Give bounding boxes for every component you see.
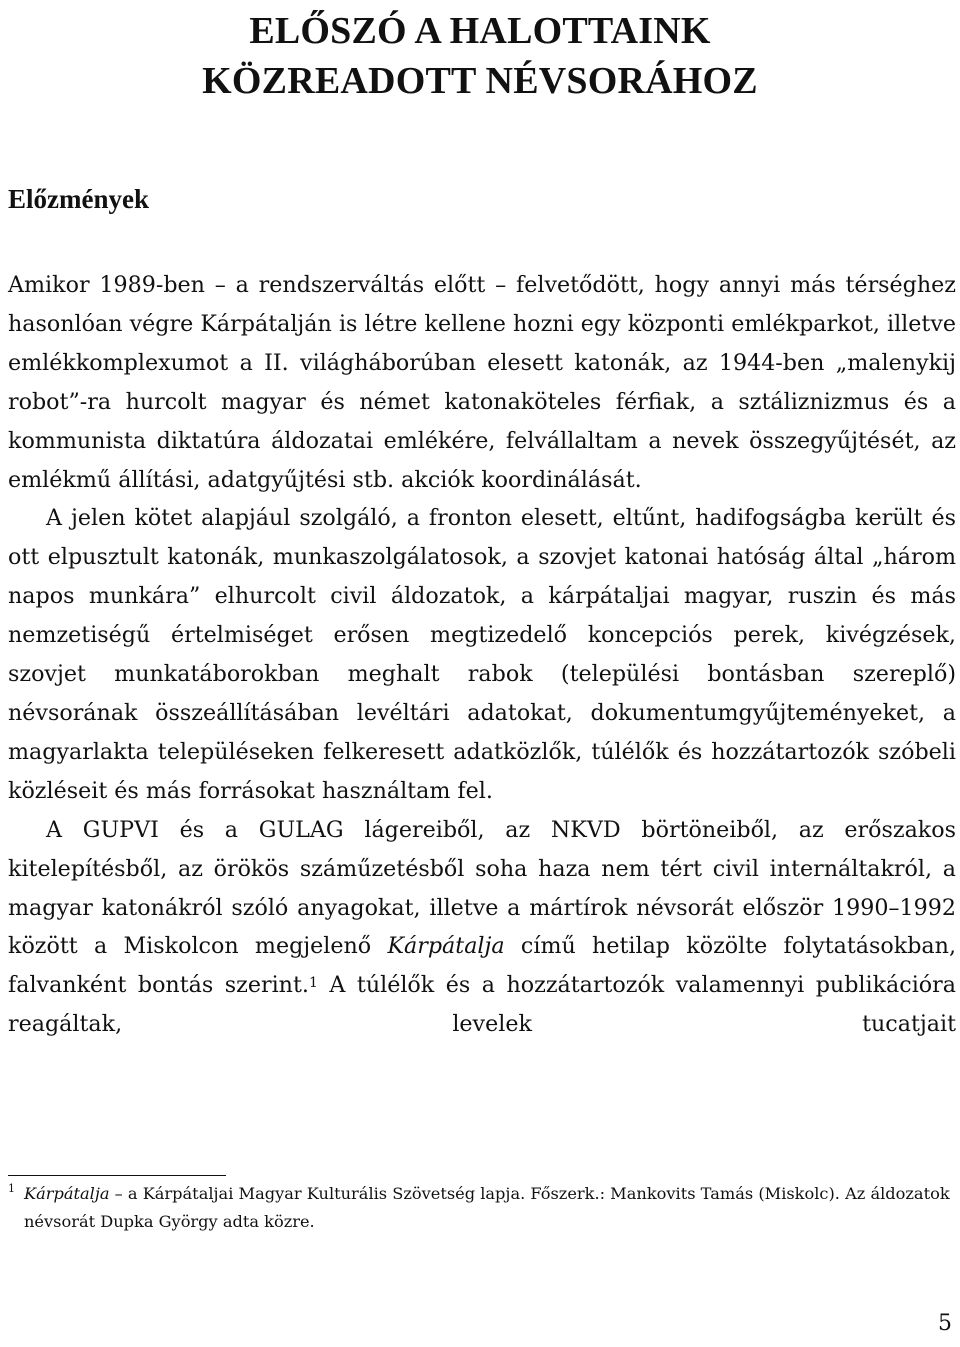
body-text (8, 266, 956, 1044)
page-number: 5 (938, 1311, 952, 1336)
paragraph-3 (8, 811, 956, 1044)
paragraph-3-italic-title: Kárpátalja (387, 933, 505, 960)
page-title (0, 6, 960, 106)
footnote-text (24, 1180, 958, 1236)
footnote-number: 1 (8, 1182, 15, 1195)
paragraph-3-part-1: A GUPVI és a GULAG lágereiből, az NKVD börtöneiből, az erőszakos kitelepítésből, az örökös száműzetésből soha haza nem tért civil internáltakról, a magyar katonákról szóló anyagokat, illetve a mártírok névsorát először 1990–1992 között a Miskolcon megjelenő (8, 816, 956, 960)
title-line-1: ELŐSZÓ A HALOTTAINK (249, 10, 711, 52)
paragraph-3-part-3: A túlélők és a hozzátartozók valamennyi publikációra reagáltak, levelek tucatjait (8, 972, 957, 1038)
footnote-italic-title: Kárpátalja (24, 1184, 110, 1203)
footnote-body: – a Kárpátaljai Magyar Kulturális Szövetség lapja. Főszerk.: Mankovits Tamás (Miskolc). Az áldozatok névsorát Dupka György adta közre. (24, 1184, 950, 1231)
paragraph-2: A jelen kötet alapjául szolgáló, a fronton elesett, eltűnt, hadifogságba került és ott elpusztult katonák, munkaszolgálatosok, a szovjet katonai hatóság által „három napos munkára” elhurcolt civil áldozatok, a kárpátaljai magyar, ruszin és más nemzetiségű értelmiséget erősen megtizedelő koncepciós perek, kivégzések, szovjet munkatáborokban meghalt rabok (települési bontásban szereplő) névsorának összeállításában levéltári adatokat, dokumentumgyűjteményeket, a magyarlakta településeken felkeresett adatközlők, túlélők és hozzátartozók szóbeli közléseit és más forrásokat használtam fel. (8, 505, 956, 804)
paragraph-1: Amikor 1989-ben – a rendszerváltás előtt – felvetődött, hogy annyi más térséghez hasonlóan végre Kárpátalján is létre kellene hozni egy központi emlékparkot, illetve emlékkomplexumot a II. világháborúban elesett katonák, az 1944-ben „malenykij robot”-ra hurcolt magyar és német katonaköteles férfiak, a sztáliznizmus és a kommunista diktatúra áldozatai emlékére, felvállaltam a nevek összegyűjtését, az emlékmű állítási, adatgyűjtési stb. akciók koordinálását. (8, 272, 956, 493)
footnote-reference[interactable]: 1 (308, 975, 318, 992)
paragraph-3-part-2: című hetilap közölte folytatásokban, falvanként bontás szerint. (8, 933, 956, 999)
section-heading: Előzmények (8, 184, 149, 214)
footnote (8, 1180, 958, 1236)
title-line-2: KÖZREADOTT NÉVSORÁHOZ (202, 60, 758, 102)
footnote-divider (8, 1175, 226, 1176)
